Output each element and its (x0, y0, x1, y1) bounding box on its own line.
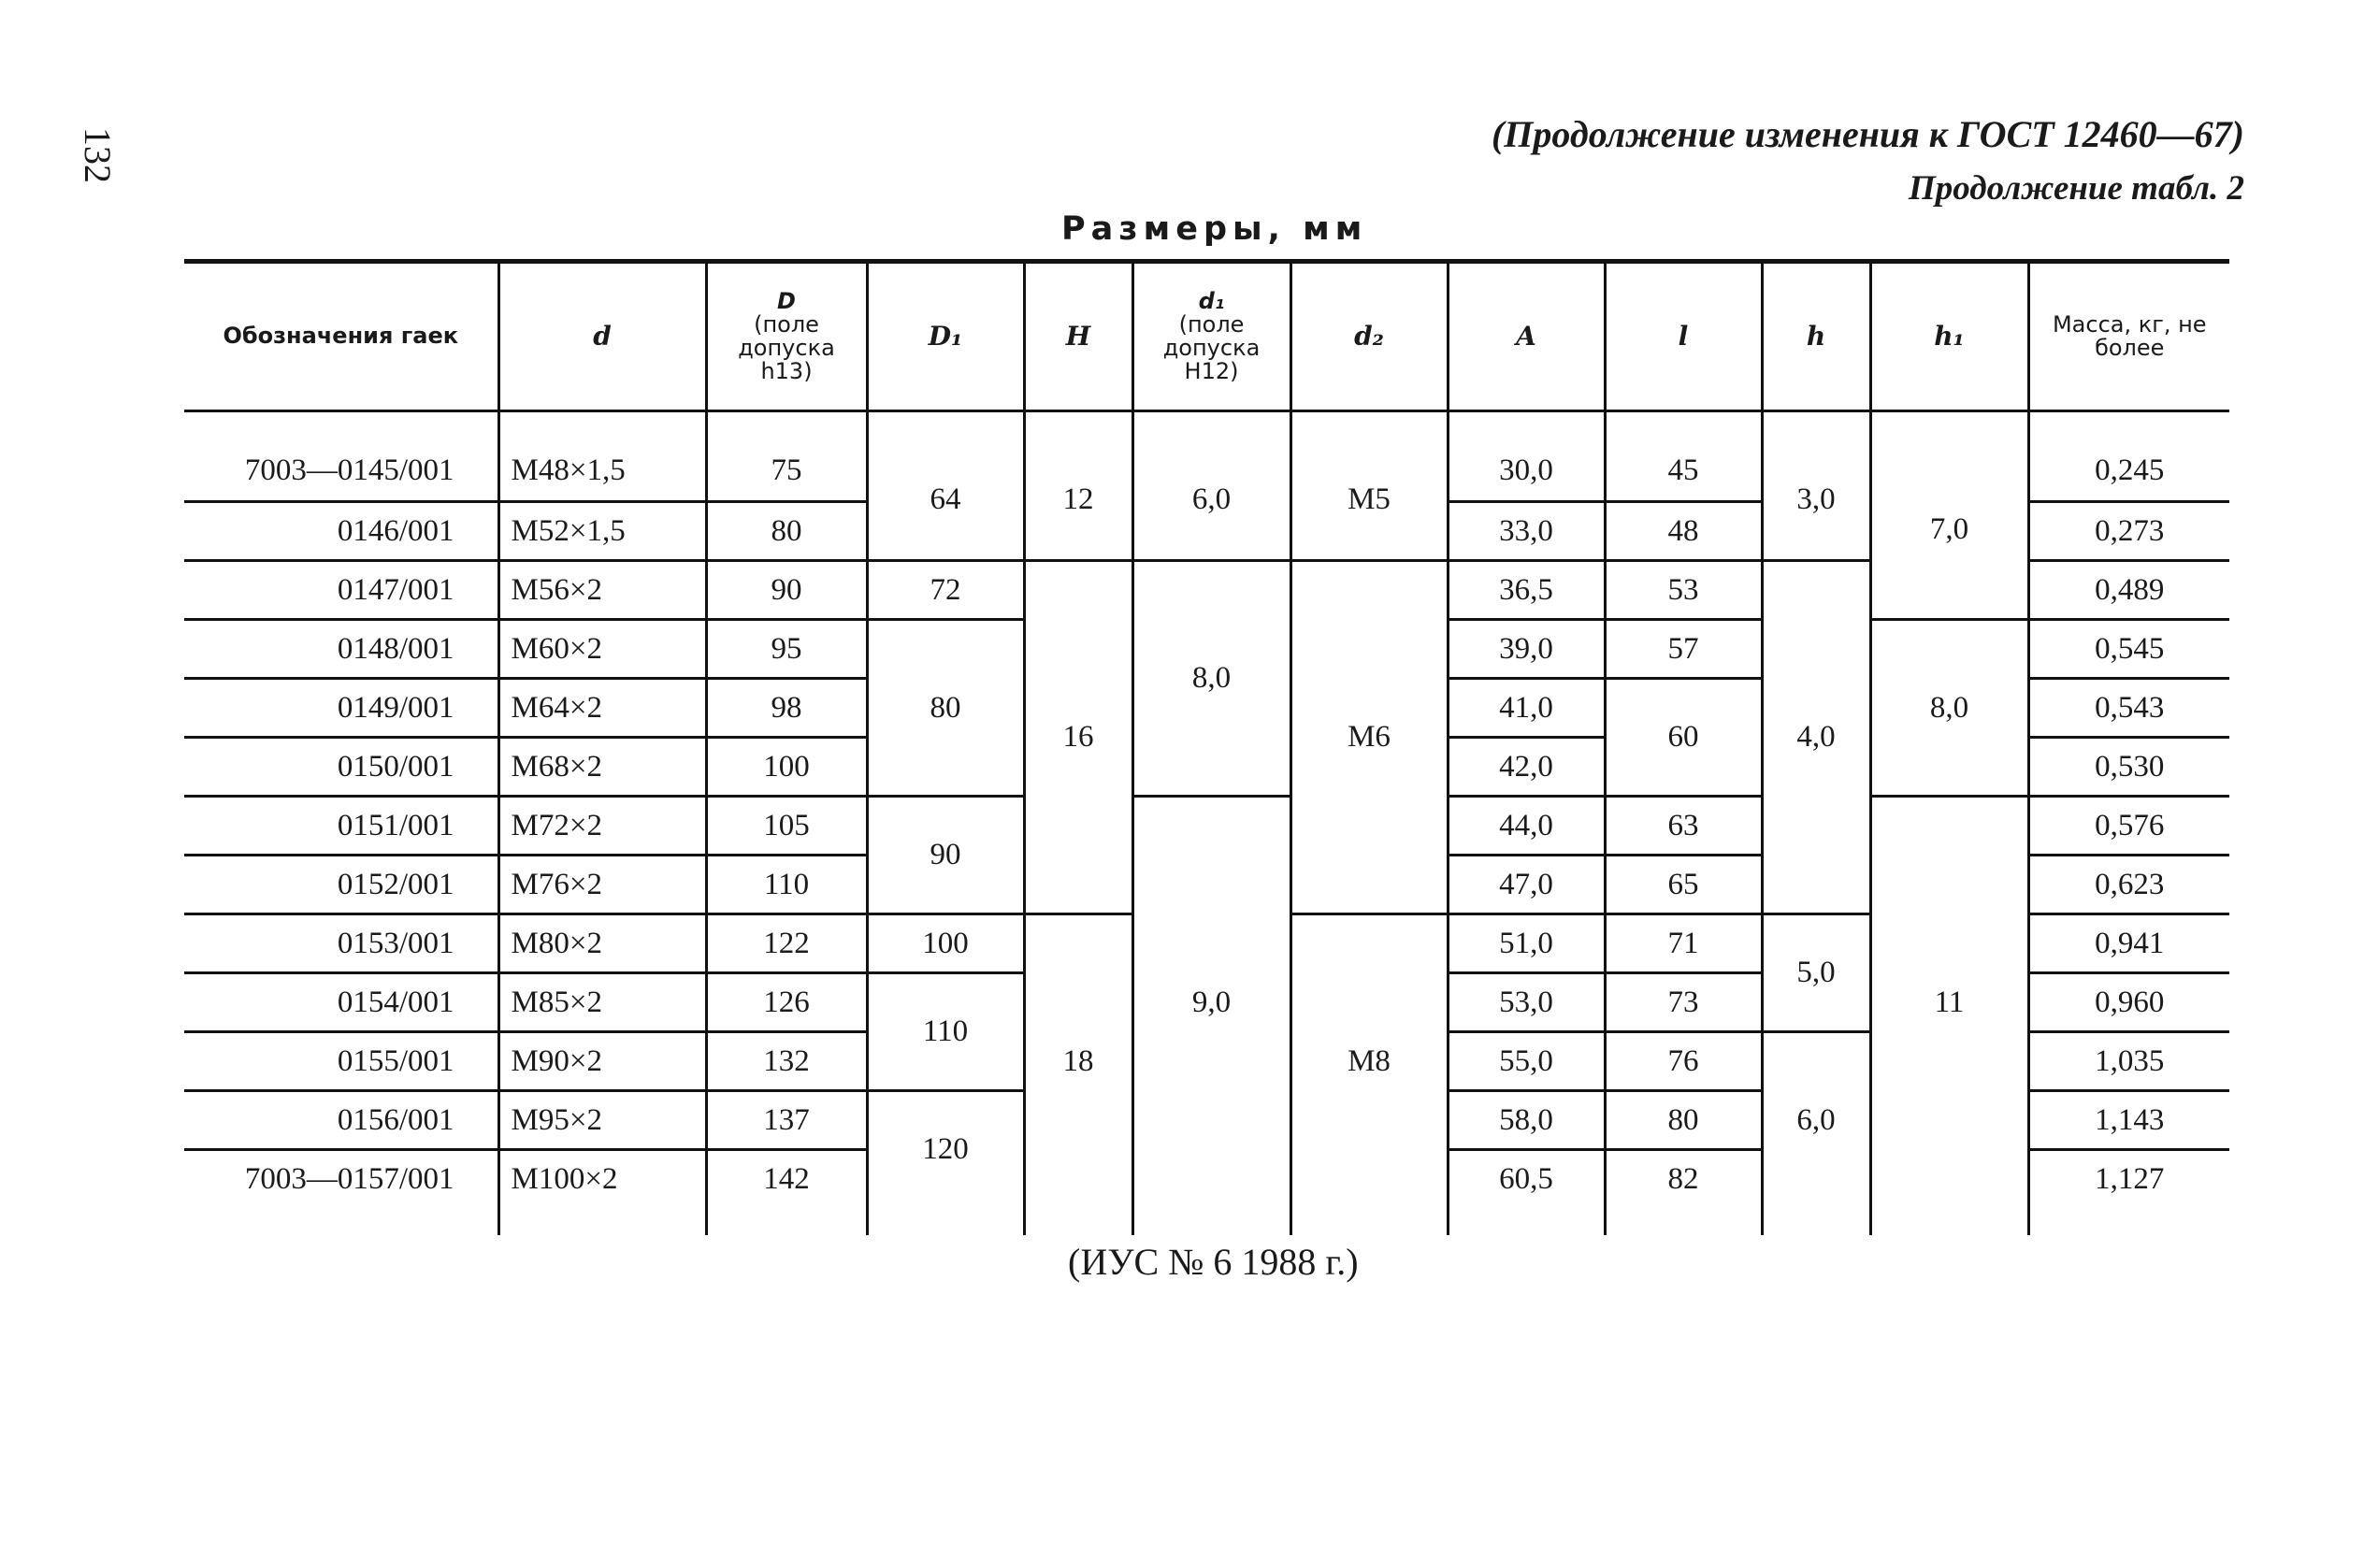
cell-D: 98 (706, 679, 867, 738)
cell-H: 12 (1024, 440, 1132, 561)
cell-d2: M5 (1290, 440, 1448, 561)
header-d1 (1132, 264, 1290, 411)
cell-h: 4,0 (1762, 561, 1870, 914)
dimensions-table-wrapper (184, 259, 2229, 1235)
cell-designation: 0151/001 (184, 797, 498, 856)
cell-designation: 0155/001 (184, 1032, 498, 1091)
cell-A: 30,0 (1448, 440, 1605, 502)
cell-D: 100 (706, 738, 867, 797)
cell-mass: 0,245 (2028, 440, 2229, 502)
cell-A: 53,0 (1448, 973, 1605, 1032)
cell-d: M95×2 (498, 1091, 706, 1150)
header-designation: Обозначения гаек (184, 264, 498, 411)
cell-D: 126 (706, 973, 867, 1032)
cell-D1: 120 (867, 1091, 1024, 1208)
cell-mass: 0,530 (2028, 738, 2229, 797)
cell-designation: 0148/001 (184, 620, 498, 679)
header-l: l (1605, 264, 1762, 411)
header-D1: D₁ (867, 264, 1024, 411)
cell-D: 75 (706, 440, 867, 502)
cell-H: 16 (1024, 561, 1132, 914)
dimensions-table (184, 264, 2229, 1235)
cell-A: 55,0 (1448, 1032, 1605, 1091)
cell-d: M64×2 (498, 679, 706, 738)
cell-d: M60×2 (498, 620, 706, 679)
cell-A: 36,5 (1448, 561, 1605, 620)
cell-D: 110 (706, 856, 867, 914)
cell-D: 105 (706, 797, 867, 856)
cell-D: 142 (706, 1150, 867, 1208)
cell-d1: 9,0 (1132, 797, 1290, 1208)
cell-A: 33,0 (1448, 502, 1605, 561)
document-title: (Продолжение изменения к ГОСТ 12460—67) (1491, 113, 2244, 155)
header-d1-note: (поле допуска H12) (1162, 310, 1261, 385)
cell-mass: 0,623 (2028, 856, 2229, 914)
cell-A: 41,0 (1448, 679, 1605, 738)
cell-d1: 6,0 (1132, 440, 1290, 561)
cell-A: 44,0 (1448, 797, 1605, 856)
spacer-row (184, 411, 2229, 441)
page-number: 132 (77, 127, 119, 183)
cell-designation: 0149/001 (184, 679, 498, 738)
header-h: h (1762, 264, 1870, 411)
cell-mass: 1,127 (2095, 1161, 2165, 1196)
cell-A: 42,0 (1448, 738, 1605, 797)
cell-designation: 0147/001 (184, 561, 498, 620)
cell-mass: 0,576 (2028, 797, 2229, 856)
header-d: d (498, 264, 706, 411)
cell-l: 63 (1605, 797, 1762, 856)
cell-A: 58,0 (1448, 1091, 1605, 1150)
header-row (184, 264, 2229, 411)
cell-h: 5,0 (1762, 914, 1870, 1032)
cell-d: M76×2 (498, 856, 706, 914)
cell-mass: 0,489 (2028, 561, 2229, 620)
header-mass: Масса, кг, не более (2028, 264, 2229, 411)
cell-designation: 0146/001 (184, 502, 498, 561)
cell-designation: 0156/001 (184, 1091, 498, 1150)
cell-A: 39,0 (1448, 620, 1605, 679)
cell-designation: 0153/001 (184, 914, 498, 973)
cell-d2: M8 (1290, 914, 1448, 1208)
table-row (184, 440, 2229, 502)
cell-d: M68×2 (498, 738, 706, 797)
cell-D: 95 (706, 620, 867, 679)
cell-D: 132 (706, 1032, 867, 1091)
units-caption: Размеры, мм (1061, 210, 1368, 248)
cell-D1: 80 (867, 620, 1024, 797)
cell-d: M56×2 (498, 561, 706, 620)
cell-l: 53 (1605, 561, 1762, 620)
cell-l: 80 (1605, 1091, 1762, 1150)
spacer-row (184, 1207, 2229, 1235)
cell-l: 65 (1605, 856, 1762, 914)
cell-D1: 90 (867, 797, 1024, 914)
cell-D: 80 (706, 502, 867, 561)
cell-d: M90×2 (498, 1032, 706, 1091)
cell-designation: 0152/001 (184, 856, 498, 914)
cell-h1: 7,0 (1870, 440, 2028, 620)
cell-D1: 110 (867, 973, 1024, 1091)
cell-l: 57 (1605, 620, 1762, 679)
cell-l: 82 (1605, 1150, 1762, 1208)
cell-mass: 0,941 (2028, 914, 2229, 973)
header-d1-symbol: d₁ (1198, 287, 1225, 314)
cell-designation: 0154/001 (184, 973, 498, 1032)
cell-h: 6,0 (1762, 1032, 1870, 1208)
cell-D1: 100 (867, 914, 1024, 973)
cell-D: 90 (706, 561, 867, 620)
cell-H: 18 (1024, 914, 1132, 1208)
cell-mass: 1,035 (2028, 1032, 2229, 1091)
table-row (184, 797, 2229, 856)
cell-l: 60 (1605, 679, 1762, 797)
cell-d: M52×1,5 (498, 502, 706, 561)
cell-d: M80×2 (498, 914, 706, 973)
cell-l: 48 (1605, 502, 1762, 561)
cell-D1: 72 (867, 561, 1024, 620)
cell-A: 47,0 (1448, 856, 1605, 914)
cell-D: 137 (706, 1091, 867, 1150)
cell-mass: 0,543 (2028, 679, 2229, 738)
header-D (706, 264, 867, 411)
cell-l: 76 (1605, 1032, 1762, 1091)
footnote-source: (ИУС № 6 1988 г.) (1068, 1241, 1359, 1283)
cell-d: M72×2 (498, 797, 706, 856)
cell-h1: 11 (1870, 797, 2028, 1208)
cell-mass: 0,960 (2028, 973, 2229, 1032)
cell-A: 60,5 (1448, 1150, 1605, 1208)
cell-h: 3,0 (1762, 440, 1870, 561)
cell-d: M48×1,5 (498, 440, 706, 502)
cell-d: M100×2 (498, 1150, 706, 1208)
cell-l: 71 (1605, 914, 1762, 973)
header-A: A (1448, 264, 1605, 411)
cell-l: 73 (1605, 973, 1762, 1032)
header-h1: h₁ (1870, 264, 2028, 411)
cell-mass: 0,273 (2028, 502, 2229, 561)
cell-d1: 8,0 (1132, 561, 1290, 797)
cell-designation: 7003—0157/001 (184, 1150, 498, 1208)
cell-D1: 64 (867, 440, 1024, 561)
cell-h1: 8,0 (1870, 620, 2028, 797)
header-d2: d₂ (1290, 264, 1448, 411)
cell-D: 122 (706, 914, 867, 973)
header-D-note: (поле допуска h13) (738, 310, 835, 385)
cell-designation: 7003—0145/001 (184, 440, 498, 502)
header-H: H (1024, 264, 1132, 411)
cell-mass: 1,143 (2028, 1091, 2229, 1150)
cell-d: M85×2 (498, 973, 706, 1032)
cell-A: 51,0 (1448, 914, 1605, 973)
header-D-symbol: D (777, 287, 796, 314)
table-continuation-label: Продолжение табл. 2 (1909, 169, 2244, 208)
cell-mass: 0,545 (2028, 620, 2229, 679)
cell-l: 45 (1605, 440, 1762, 502)
cell-d2: M6 (1290, 561, 1448, 914)
cell-designation: 0150/001 (184, 738, 498, 797)
